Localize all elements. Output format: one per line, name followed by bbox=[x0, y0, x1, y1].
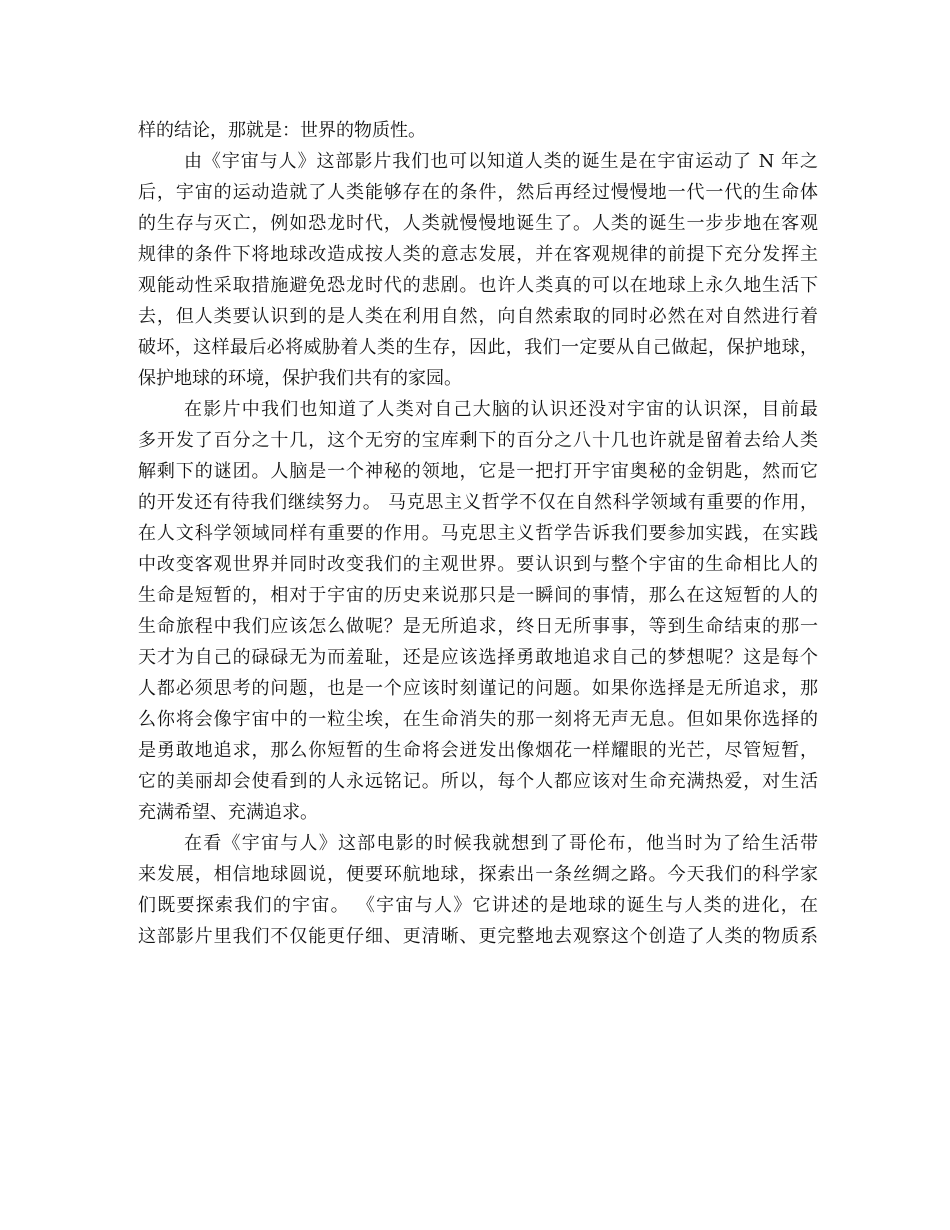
document-body bbox=[138, 115, 818, 952]
text-line: 么你将会像宇宙中的一粒尘埃，在生命消失的那一刻将无声无息。但如果你选择的 bbox=[138, 709, 818, 730]
text-line: 保护地球的环境，保护我们共有的家园。 bbox=[138, 368, 462, 389]
text-line: 它的美丽却会使看到的人永远铭记。所以，每个人都应该对生命充满热爱，对生活 bbox=[138, 771, 818, 792]
text-line: 的生存与灭亡，例如恐龙时代，人类就慢慢地诞生了。人类的诞生一步步地在客观 bbox=[138, 213, 818, 234]
text-line: 后，宇宙的运动造就了人类能够存在的条件，然后再经过慢慢地一代一代的生命体 bbox=[138, 182, 818, 203]
text-line: 中改变客观世界并同时改变我们的主观世界。要认识到与整个宇宙的生命相比人的 bbox=[138, 554, 818, 575]
text-line: 去，但人类要认识到的是人类在利用自然，向自然索取的同时必然在对自然进行着 bbox=[138, 306, 818, 327]
text-line: 规律的条件下将地球改造成按人类的意志发展，并在客观规律的前提下充分发挥主 bbox=[138, 244, 818, 265]
text-line: 多开发了百分之十几，这个无穷的宝库剩下的百分之八十几也许就是留着去给人类 bbox=[138, 430, 818, 451]
paragraph-first-line: 在看《宇宙与人》这部电影的时候我就想到了哥伦布，他当时为了给生活带 bbox=[184, 833, 818, 854]
text-line: 破坏，这样最后必将威胁着人类的生存，因此，我们一定要从自己做起，保护地球， bbox=[138, 337, 818, 358]
text-line: 来发展，相信地球圆说，便要环航地球，探索出一条丝绸之路。今天我们的科学家 bbox=[138, 864, 818, 885]
text-line: 充满希望、充满追求。 bbox=[138, 802, 318, 823]
text-line: 生命旅程中我们应该怎么做呢？是无所追求，终日无所事事，等到生命结束的那一 bbox=[138, 616, 818, 637]
text-line: 观能动性采取措施避免恐龙时代的悲剧。也许人类真的可以在地球上永久地生活下 bbox=[138, 275, 818, 296]
text-line: 解剩下的谜团。人脑是一个神秘的领地，它是一把打开宇宙奥秘的金钥匙，然而它 bbox=[138, 461, 818, 482]
text-line: 的开发还有待我们继续努力。 马克思主义哲学不仅在自然科学领域有重要的作用， bbox=[138, 492, 818, 513]
paragraph-first-line: 由《宇宙与人》这部影片我们也可以知道人类的诞生是在宇宙运动了 N 年之 bbox=[184, 151, 818, 172]
paragraph-first-line: 在影片中我们也知道了人类对自己大脑的认识还没对宇宙的认识深，目前最 bbox=[184, 399, 818, 420]
text-line: 们既要探索我们的宇宙。 《宇宙与人》它讲述的是地球的诞生与人类的进化，在 bbox=[138, 895, 818, 916]
text-line: 是勇敢地追求，那么你短暂的生命将会迸发出像烟花一样耀眼的光芒，尽管短暂， bbox=[138, 740, 818, 761]
text-line: 生命是短暂的，相对于宇宙的历史来说那只是一瞬间的事情，那么在这短暂的人的 bbox=[138, 585, 818, 606]
text-line: 人都必须思考的问题，也是一个应该时刻谨记的问题。如果你选择是无所追求，那 bbox=[138, 678, 818, 699]
text-line: 在人文科学领域同样有重要的作用。马克思主义哲学告诉我们要参加实践，在实践 bbox=[138, 523, 818, 544]
text-line: 样的结论，那就是：世界的物质性。 bbox=[138, 120, 426, 141]
text-line: 天才为自己的碌碌无为而羞耻，还是应该选择勇敢地追求自己的梦想呢？这是每个 bbox=[138, 647, 818, 668]
text-line: 这部影片里我们不仅能更仔细、更清晰、更完整地去观察这个创造了人类的物质系 bbox=[138, 926, 818, 947]
